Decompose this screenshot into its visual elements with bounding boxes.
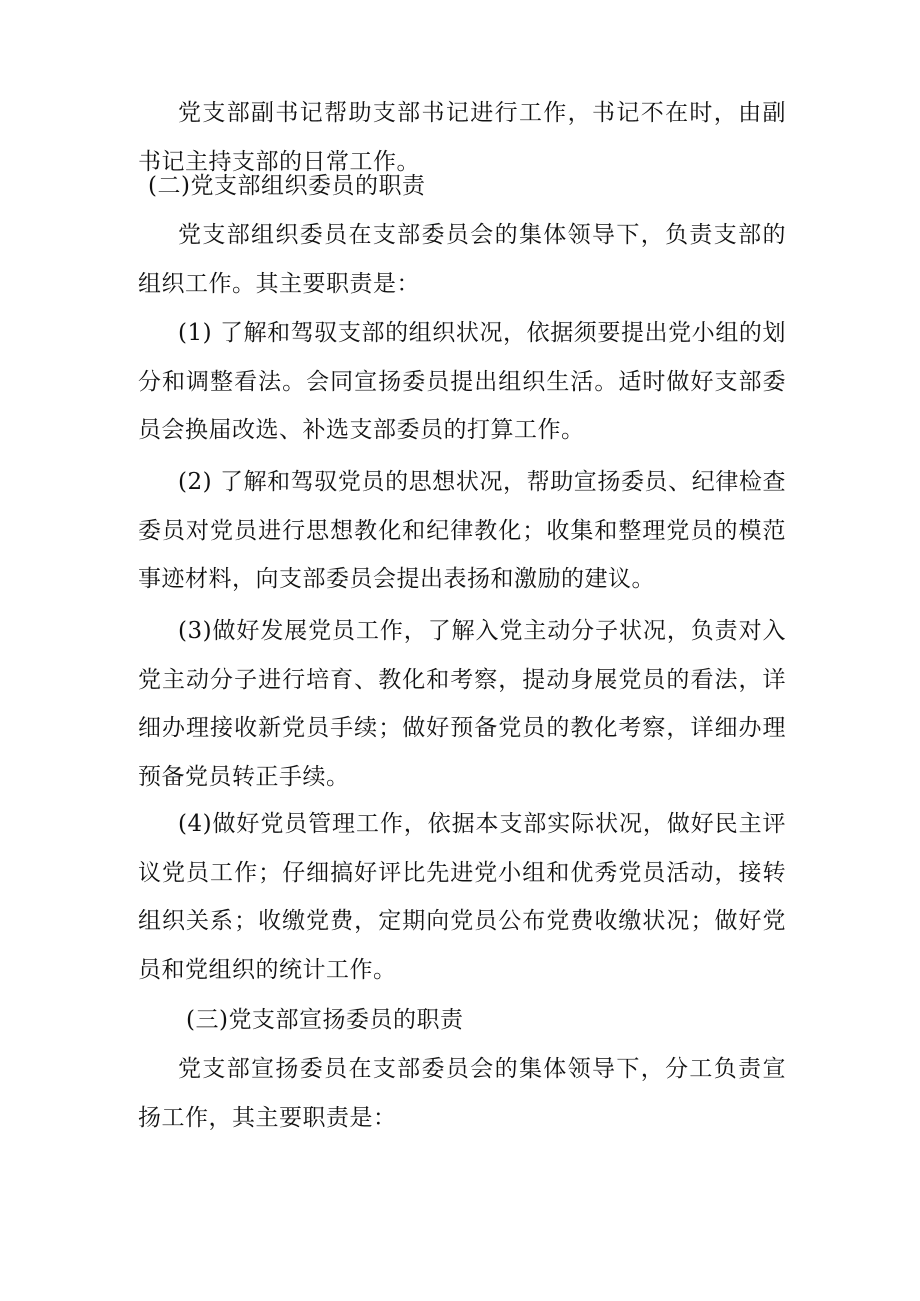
section-heading-organization: (二)党支部组织委员的职责 — [148, 173, 426, 199]
list-item-1: (1) 了解和驾驭支部的组织状况，依据须要提出党小组的划分和调整看法。会同宣扬委员提出组织生活。适时做好支部委员会换届改选、补选支部委员的打算工作。 — [138, 320, 786, 444]
list-item-3: (3)做好发展党员工作，了解入党主动分子状况，负责对入党主动分子进行培育、教化和考察，提动身展党员的看法，详细办理接收新党员手续；做好预备党员的教化考察，详细办理预备党员转正手续。 — [138, 618, 786, 790]
section-heading-publicity: (三)党支部宣扬委员的职责 — [186, 1007, 464, 1033]
paragraph-organization-intro: 党支部组织委员在支部委员会的集体领导下，负责支部的组织工作。其主要职责是： — [138, 222, 786, 297]
list-item-4: (4)做好党员管理工作，依据本支部实际状况，做好民主评议党员工作；仔细搞好评比先进党小组和优秀党员活动，接转组织关系；收缴党费，定期向党员公布党费收缴状况；做好党员和党组织的统计工作。 — [138, 811, 786, 983]
paragraph-deputy-secretary: 党支部副书记帮助支部书记进行工作，书记不在时，由副书记主持支部的日常工作。 — [138, 100, 786, 175]
paragraph-publicity-intro: 党支部宣扬委员在支部委员会的集体领导下，分工负责宣扬工作，其主要职责是： — [138, 1056, 786, 1131]
list-item-2: (2) 了解和驾驭党员的思想状况，帮助宣扬委员、纪律检查委员对党员进行思想教化和纪律教化；收集和整理党员的模范事迹材料，向支部委员会提出表扬和激励的建议。 — [138, 469, 786, 593]
